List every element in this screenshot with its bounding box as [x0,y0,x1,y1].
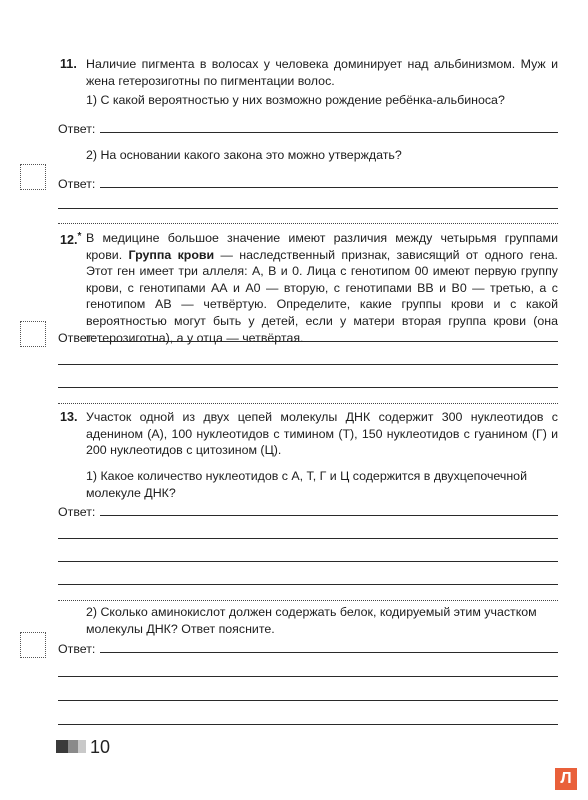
footer-bar-dark [56,740,68,753]
section-divider [58,223,558,224]
question-12-number [60,230,81,249]
question-12-text-a: В медицине большое значение имеют различия между четырьмя группами крови. [86,231,558,262]
answer-line[interactable] [58,387,558,388]
question-12-answer-label: Ответ: [58,331,96,345]
score-box[interactable] [20,321,46,347]
answer-line[interactable] [100,341,558,342]
page-number: 10 [90,737,111,757]
answer-line[interactable] [100,132,558,133]
answer-line[interactable] [58,700,558,701]
question-12-num-text: 12. [60,233,78,248]
answer-line[interactable] [100,187,558,188]
answer-line[interactable] [58,364,558,365]
question-13-sub1: 1) Какое количество нуклеотидов с А, Т, Г и Ц содержится в двухцепочечной молекуле ДНК? [86,469,527,500]
answer-line[interactable] [58,208,558,209]
section-divider [58,403,558,404]
question-11-number: 11. [60,57,77,71]
question-12-text [86,230,558,346]
question-11-answer1-label: Ответ: [58,122,96,136]
question-13-sub2: 2) Сколько аминокислот должен содержать белок, кодируемый этим участком молекулы ДНК? Ответ поясните. [86,605,537,636]
answer-line[interactable] [100,652,558,653]
question-13-answer2-label: Ответ: [58,642,96,656]
question-11-sub1: 1) С какой вероятностью у них возможно рождение ребёнка-альбиноса? [86,93,505,107]
answer-line[interactable] [58,584,558,585]
question-12-term: Группа крови [128,247,215,262]
answer-line[interactable] [58,538,558,539]
score-box[interactable] [20,632,46,658]
answer-line[interactable] [58,676,558,677]
question-13-text: Участок одной из двух цепей молекулы ДНК содержит 300 нуклеотидов с аденином (А), 100 нуклеотидов с тимином (Т), 150 нуклеотидов с гуанином (Г) и 200 нуклеотидов с цитозином (Ц). [86,410,558,458]
section-divider [58,600,558,601]
score-box[interactable] [20,164,46,190]
footer-bar-light [78,740,86,753]
answer-line[interactable] [58,724,558,725]
question-11-text: Наличие пигмента в волосах у человека доминирует над альбинизмом. Муж и жена гетерозиготны по пигментации волос. [86,57,558,88]
answer-line[interactable] [58,561,558,562]
question-13-answer1-label: Ответ: [58,505,96,519]
question-13-number: 13. [60,410,78,424]
publisher-logo-icon: Л [555,768,577,790]
question-11-sub2: 2) На основании какого закона это можно утверждать? [86,148,402,162]
question-12-text-b: — наследственный признак, зависящий от одного гена. Этот ген имеет три аллеля: А, В и 0. Лица с генотипом 00 имеют первую группу крови, с генотипами АА и А0 — вторую, с генотипами ВВ и В0 — третью, а с генотипом АВ — четвёртую. Определите, какие группы крови и с какой вероятностью могут быть у детей, если у матери вторая группа крови (она гетерозиготна), а у отца — четвёртая. [86,247,558,345]
question-11-answer2-label: Ответ: [58,177,96,191]
footer-bar-mid [68,740,78,753]
answer-line[interactable] [100,515,558,516]
question-12-star: * [77,231,82,242]
